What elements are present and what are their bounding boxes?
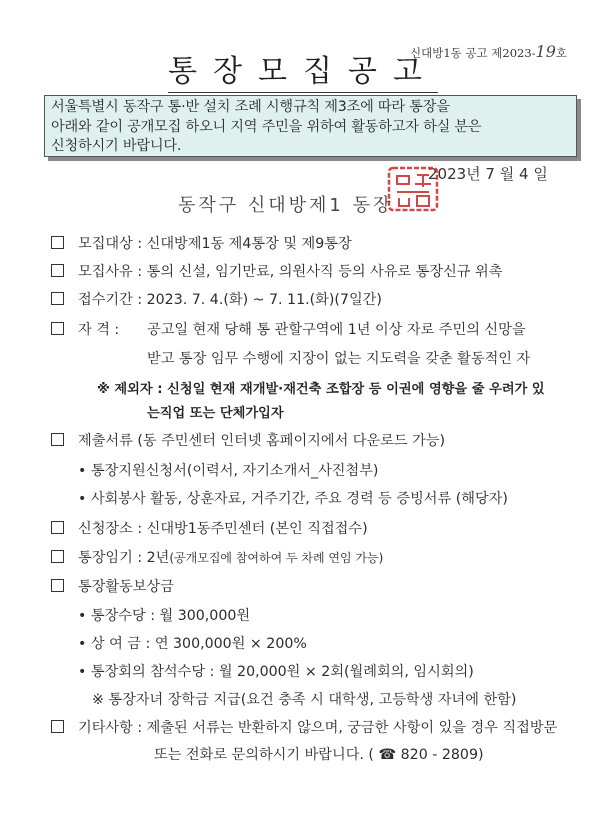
item-qualification-line-1: 공고일 현재 당해 통 관할구역에 1년 이상 자로 주민의 신망을 — [147, 322, 526, 338]
notice-line-3: 신청하시기 바랍니다. — [51, 138, 182, 154]
item-documents: 제출서류 (동 주민센터 인터넷 홈페이지에서 다운로드 가능) — [78, 433, 446, 449]
checkbox-icon — [51, 720, 64, 733]
issuer: 동작구 신대방제1 동장 — [178, 195, 394, 216]
exclusion-line-2: 는직업 또는 단체가입자 — [147, 406, 284, 421]
checkbox-icon — [51, 521, 64, 534]
compensation-sub-1: • 통장수당 : 월 300,000원 — [78, 608, 251, 624]
documents-sub-1: • 통장지원신청서(이력서, 자기소개서_사진첨부) — [78, 463, 379, 479]
exclusion-line-1: ※ 제외자 : 신청일 현재 재개발·재건축 조합장 등 이권에 영향을 줄 우려가 있 — [97, 382, 545, 397]
term-label: 통장임기 : 2년 — [78, 550, 170, 566]
compensation-note: ※ 통장자녀 장학금 지급(요건 충족 시 대학생, 고등학생 자녀에 한함) — [92, 692, 517, 708]
term-note: (공개모집에 참여하여 두 차례 연임 가능) — [169, 551, 384, 565]
checkbox-icon — [51, 322, 64, 335]
checkbox-icon — [51, 550, 64, 563]
checkbox-icon — [51, 236, 64, 249]
item-other-line-2: 또는 전화로 문의하시기 바랍니다. ( ☎ 820 - 2809) — [154, 747, 484, 763]
item-term — [78, 547, 383, 567]
item-period: 접수기간 : 2023. 7. 4.(화) ~ 7. 11.(화)(7일간) — [78, 292, 382, 308]
notice-line-1: 서울특별시 동작구 통·반 설치 조례 시행규칙 제3조에 따라 통장을 — [51, 99, 450, 115]
doc-number-prefix: 신대방1동 공고 제2023- — [410, 46, 536, 60]
item-reason: 모집사유 : 통의 신설, 임기만료, 의원사직 등의 사유로 통장신규 위촉 — [78, 264, 503, 280]
item-target: 모집대상 : 신대방제1동 제4통장 및 제9통장 — [78, 236, 352, 252]
item-place: 신청장소 : 신대방1동주민센터 (본인 직접접수) — [78, 521, 368, 537]
item-other-line-1: 기타사항 : 제출된 서류는 반환하지 않으며, 궁금한 사항이 있을 경우 직접방문 — [78, 720, 558, 736]
checkbox-icon — [51, 292, 64, 305]
compensation-sub-2: • 상 여 금 : 연 300,000원 × 200% — [78, 636, 307, 652]
doc-number-suffix: 호 — [555, 46, 568, 60]
item-compensation: 통장활동보상금 — [78, 579, 174, 595]
compensation-sub-3: • 통장회의 참석수당 : 월 20,000원 × 2회(월례회의, 임시회의) — [78, 664, 474, 680]
item-qualification-line-2: 받고 통장 임무 수행에 지장이 없는 지도력을 갖춘 활동적인 자 — [147, 351, 531, 367]
official-seal — [387, 166, 439, 212]
checkbox-icon — [51, 579, 64, 592]
notice-box — [44, 95, 577, 157]
page-title: 통장모집공고 — [168, 46, 438, 96]
item-qualification-label: 자 격 : — [78, 322, 120, 338]
notice-date: 2023년 7 월 4 일 — [428, 165, 548, 183]
checkbox-icon — [51, 433, 64, 446]
documents-sub-2: • 사회봉사 활동, 상훈자료, 거주기간, 주요 경력 등 증빙서류 (해당자) — [78, 491, 508, 507]
checkbox-icon — [51, 264, 64, 277]
doc-number-handwritten: 19 — [535, 42, 556, 61]
notice-line-2: 아래와 같이 공개모집 하오니 지역 주민을 위하여 활동하고자 하실 분은 — [51, 118, 482, 135]
